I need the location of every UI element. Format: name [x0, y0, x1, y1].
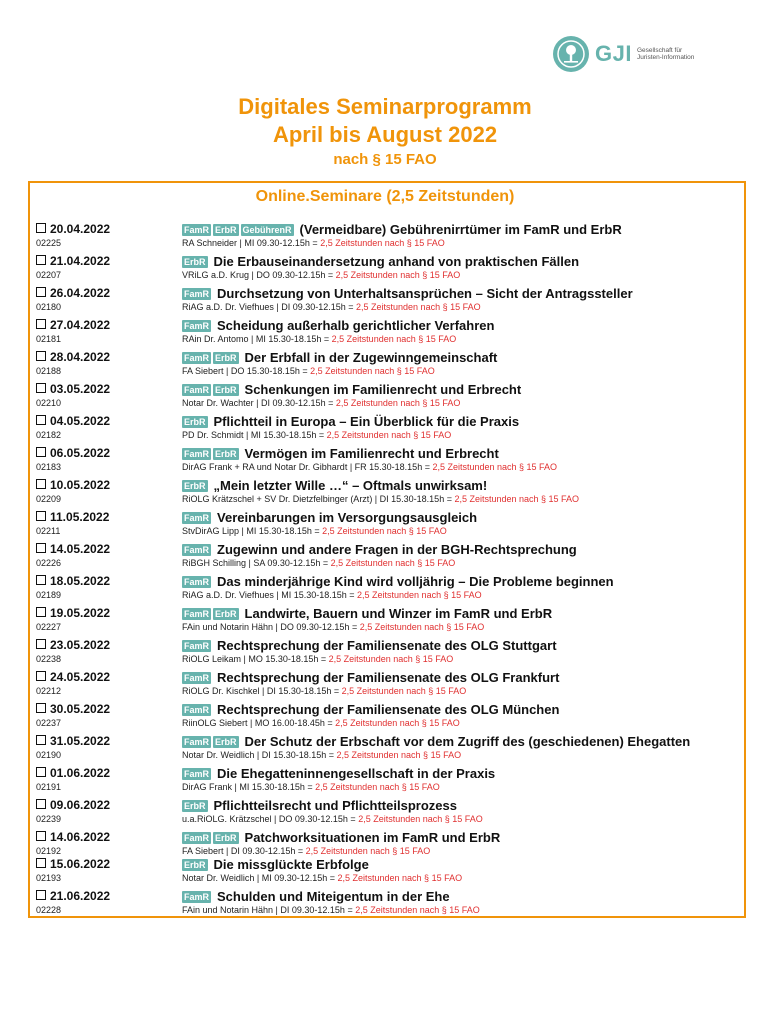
topic-badge: FamR	[184, 673, 210, 683]
hours-note: 2,5 Zeitstunden nach § 15 FAO	[454, 494, 580, 504]
seminar-date	[36, 318, 110, 332]
seminar-title-line	[182, 350, 497, 365]
seminar-detail	[182, 494, 579, 504]
seminar-date	[36, 446, 110, 460]
checkbox[interactable]	[36, 447, 46, 457]
topic-badge: FamR	[184, 737, 210, 747]
hours-note: 2,5 Zeitstunden nach § 15 FAO	[336, 750, 462, 760]
topic-badge: FamR	[184, 892, 210, 902]
page-note: nach § 15 FAO	[333, 151, 437, 168]
seminar-code: 02226	[36, 558, 62, 568]
seminar-date	[36, 510, 109, 524]
seminar-row	[36, 446, 746, 476]
speaker-time: FA Siebert | DI 09.30-12.15h =	[182, 846, 306, 856]
seminar-date	[36, 414, 110, 428]
speaker-time: DirAG Frank + RA und Notar Dr. Gibhardt | FR 15.30-18.15h =	[182, 462, 433, 472]
seminar-row	[36, 478, 746, 508]
date-text: 18.05.2022	[50, 574, 111, 588]
seminar-detail	[182, 718, 460, 728]
topic-badge: FamR	[184, 833, 210, 843]
seminar-date	[36, 222, 110, 236]
seminar-code: 02183	[36, 462, 62, 472]
checkbox[interactable]	[36, 383, 46, 393]
seminar-code: 02209	[36, 494, 62, 504]
seminar-code: 02188	[36, 366, 62, 376]
hours-note: 2,5 Zeitstunden nach § 15 FAO	[335, 718, 460, 728]
seminar-code: 02207	[36, 270, 62, 280]
seminar-title[interactable]: Pflichtteil in Europa – Ein Überblick für die Praxis	[213, 414, 520, 429]
seminar-title-line	[182, 478, 487, 493]
hours-note: 2,5 Zeitstunden nach § 15 FAO	[322, 526, 447, 536]
seminar-code: 02210	[36, 398, 62, 408]
checkbox[interactable]	[36, 575, 46, 585]
seminar-title[interactable]: Patchworksituationen im FamR und ErbR	[244, 830, 501, 845]
seminar-detail	[182, 750, 461, 760]
date-text: 14.05.2022	[50, 542, 111, 556]
speaker-time: PD Dr. Schmidt | MI 15.30-18.15h =	[182, 430, 327, 440]
seminar-title[interactable]: Die Ehegatteninnengesellschaft in der Praxis	[217, 766, 496, 781]
seminar-detail	[182, 366, 435, 376]
seminar-detail	[182, 334, 456, 344]
logo-mark: GJI	[595, 41, 632, 66]
hours-note: 2,5 Zeitstunden nach § 15 FAO	[328, 654, 454, 664]
page-title: Digitales Seminarprogramm	[238, 94, 532, 119]
seminar-row	[36, 766, 746, 796]
date-text: 15.06.2022	[50, 857, 111, 871]
hours-note: 2,5 Zeitstunden nach § 15 FAO	[305, 846, 431, 856]
date-text: 26.04.2022	[50, 286, 111, 300]
checkbox[interactable]	[36, 799, 46, 809]
speaker-time: u.a.RiOLG. Krätzschel | DO 09.30-12.15h =	[182, 814, 359, 824]
speaker-time: StvDirAG Lipp | MI 15.30-18.15h =	[182, 526, 323, 536]
speaker-time: RiAG a.D. Dr. Viefhues | DI 09.30-12.15h =	[182, 302, 357, 312]
hours-note: 2,5 Zeitstunden nach § 15 FAO	[355, 905, 480, 915]
checkbox[interactable]	[36, 639, 46, 649]
seminar-code: 02182	[36, 430, 62, 440]
hours-note: 2,5 Zeitstunden nach § 15 FAO	[315, 782, 440, 792]
date-text: 20.04.2022	[50, 222, 111, 236]
speaker-time: Notar Dr. Weidlich | MI 09.30-12.15h =	[182, 873, 338, 883]
seminar-title-line	[182, 254, 579, 269]
date-text: 30.05.2022	[50, 702, 111, 716]
date-text: 01.06.2022	[50, 766, 111, 780]
speaker-time: DirAG Frank | MI 15.30-18.15h =	[182, 782, 316, 792]
seminar-title-line	[182, 510, 477, 525]
date-text: 24.05.2022	[50, 670, 111, 684]
seminar-detail	[182, 686, 466, 696]
seminar-date	[36, 542, 110, 556]
seminar-detail	[182, 782, 440, 792]
checkbox[interactable]	[36, 223, 46, 233]
seminar-title[interactable]: Schulden und Miteigentum in der Ehe	[217, 889, 450, 904]
seminar-code: 02227	[36, 622, 62, 632]
seminar-title-line	[182, 606, 552, 621]
seminar-title[interactable]: Vereinbarungen im Versorgungsausgleich	[217, 510, 478, 525]
checkbox[interactable]	[36, 415, 46, 425]
seminar-date	[36, 350, 110, 364]
checkbox[interactable]	[36, 831, 46, 841]
date-text: 23.05.2022	[50, 638, 111, 652]
topic-badge: ErbR	[215, 385, 237, 395]
seminar-date	[36, 857, 110, 871]
checkbox[interactable]	[36, 511, 46, 521]
checkbox[interactable]	[36, 735, 46, 745]
topic-badge: ErbR	[184, 801, 206, 811]
speaker-time: FA Siebert | DO 15.30-18.15h =	[182, 366, 311, 376]
seminar-code: 02212	[36, 686, 62, 696]
seminar-title-line	[182, 638, 557, 653]
seminar-detail	[182, 270, 460, 280]
hours-note: 2,5 Zeitstunden nach § 15 FAO	[337, 873, 463, 883]
seminar-title[interactable]: Scheidung außerhalb gerichtlicher Verfahren	[217, 318, 495, 333]
seminar-title-line	[182, 286, 633, 301]
seminar-title-line	[182, 542, 577, 557]
hours-note: 2,5 Zeitstunden nach § 15 FAO	[330, 558, 456, 568]
logo-subtitle: Gesellschaft für Juristen-Information	[636, 47, 695, 61]
topic-badge: FamR	[184, 609, 210, 619]
speaker-time: RiOLG Dr. Kischkel | DI 15.30-18.15h =	[182, 686, 342, 696]
seminar-title-line	[182, 798, 457, 813]
seminar-title-line	[182, 318, 494, 333]
seminar-date	[36, 638, 110, 652]
speaker-time: RiOLG Leikam | MO 15.30-18.15h =	[182, 654, 329, 664]
seminar-title[interactable]: Rechtsprechung der Familiensenate des OLG Stuttgart	[217, 638, 557, 653]
seminar-detail	[182, 654, 453, 664]
hours-note: 2,5 Zeitstunden nach § 15 FAO	[359, 622, 485, 632]
seminar-title-line	[182, 222, 622, 237]
topic-badge: FamR	[184, 705, 210, 715]
seminar-row	[36, 798, 746, 828]
seminar-date	[36, 766, 110, 780]
seminar-row	[36, 510, 746, 540]
seminar-title[interactable]: Die Erbauseinandersetzung anhand von praktischen Fällen	[213, 254, 580, 269]
seminar-detail	[182, 398, 460, 408]
seminar-date	[36, 286, 110, 300]
hours-note: 2,5 Zeitstunden nach § 15 FAO	[356, 302, 481, 312]
hours-note: 2,5 Zeitstunden nach § 15 FAO	[357, 590, 482, 600]
seminar-title[interactable]: „Mein letzter Wille …“ – Oftmals unwirksam!	[213, 478, 488, 493]
seminar-row	[36, 606, 746, 636]
seminar-detail	[182, 590, 482, 600]
topic-badge: FamR	[184, 641, 210, 651]
seminar-row	[36, 574, 746, 604]
seminar-date	[36, 478, 110, 492]
seminar-title[interactable]: Rechtsprechung der Familiensenate des OLG Frankfurt	[217, 670, 560, 685]
hours-note: 2,5 Zeitstunden nach § 15 FAO	[341, 686, 467, 696]
topic-badge: GebührenR	[242, 225, 292, 235]
checkbox[interactable]	[36, 767, 46, 777]
seminar-code: 02238	[36, 654, 62, 664]
topic-badge: FamR	[184, 513, 210, 523]
seminar-date	[36, 798, 110, 812]
seminar-title[interactable]: Rechtsprechung der Familiensenate des OLG München	[217, 702, 560, 717]
seminar-row	[36, 830, 746, 860]
date-text: 14.06.2022	[50, 830, 111, 844]
date-text: 04.05.2022	[50, 414, 111, 428]
speaker-time: FAin und Notarin Hähn | DO 09.30-12.15h =	[182, 622, 360, 632]
seminar-code: 02181	[36, 334, 62, 344]
seminar-title-line	[182, 857, 369, 872]
seminar-detail	[182, 238, 445, 248]
checkbox[interactable]	[36, 703, 46, 713]
seminar-date	[36, 702, 110, 716]
checkbox[interactable]	[36, 319, 46, 329]
seminar-code: 02239	[36, 814, 62, 824]
seminar-code: 02211	[36, 526, 61, 536]
date-text: 28.04.2022	[50, 350, 111, 364]
seminar-code: 02191	[36, 782, 62, 792]
seminar-row	[36, 254, 746, 284]
speaker-time: Notar Dr. Wachter | DI 09.30-12.15h =	[182, 398, 336, 408]
seminar-detail	[182, 814, 483, 824]
topic-badge: ErbR	[215, 225, 237, 235]
topic-badge: FamR	[184, 321, 210, 331]
seminar-date	[36, 734, 110, 748]
topic-badge: FamR	[184, 769, 210, 779]
seminar-title-line	[182, 414, 519, 429]
seminar-date	[36, 889, 110, 903]
hours-note: 2,5 Zeitstunden nach § 15 FAO	[335, 398, 461, 408]
seminar-title-line	[182, 734, 690, 749]
checkbox[interactable]	[36, 479, 46, 489]
speaker-time: RA Schneider | MI 09.30-12.15h =	[182, 238, 321, 248]
seminar-detail	[182, 905, 480, 915]
seminar-date	[36, 382, 110, 396]
page-subtitle: April bis August 2022	[272, 122, 498, 147]
checkbox[interactable]	[36, 287, 46, 297]
checkbox[interactable]	[36, 858, 46, 868]
seminar-detail	[182, 622, 484, 632]
topic-badge: FamR	[184, 353, 210, 363]
seminar-row	[36, 670, 746, 700]
seminar-code: 02228	[36, 905, 62, 915]
seminar-code: 02192	[36, 846, 62, 856]
seminar-row	[36, 734, 746, 764]
checkbox[interactable]	[36, 671, 46, 681]
hours-note: 2,5 Zeitstunden nach § 15 FAO	[320, 238, 445, 248]
seminar-detail	[182, 846, 430, 856]
seminar-date	[36, 574, 110, 588]
seminar-code: 02237	[36, 718, 62, 728]
seminar-row	[36, 638, 746, 668]
seminar-row	[36, 350, 746, 380]
checkbox[interactable]	[36, 890, 46, 900]
seminar-title[interactable]: Die missglückte Erbfolge	[213, 857, 369, 872]
hours-note: 2,5 Zeitstunden nach § 15 FAO	[358, 814, 483, 824]
topic-badge: FamR	[184, 577, 210, 587]
speaker-time: RiBGH Schilling | SA 09.30-12.15h =	[182, 558, 331, 568]
topic-badge: ErbR	[215, 609, 237, 619]
date-text: 06.05.2022	[50, 446, 111, 460]
box-title: Online.Seminare (2,5 Zeitstunden)	[255, 188, 515, 205]
date-text: 31.05.2022	[50, 734, 111, 748]
checkbox[interactable]	[36, 351, 46, 361]
topic-badge: FamR	[184, 225, 210, 235]
topic-badge: ErbR	[184, 257, 206, 267]
seminar-title[interactable]: Der Schutz der Erbschaft vor dem Zugriff des (geschiedenen) Ehegatten	[244, 734, 691, 749]
seminar-row	[36, 889, 746, 919]
speaker-time: RiinOLG Siebert | MO 16.00-18.45h =	[182, 718, 336, 728]
seminar-date	[36, 254, 110, 268]
seminar-row	[36, 222, 746, 252]
topic-badge: FamR	[184, 545, 210, 555]
date-text: 19.05.2022	[50, 606, 111, 620]
seminar-row	[36, 318, 746, 348]
topic-badge: ErbR	[215, 449, 237, 459]
topic-badge: ErbR	[215, 353, 237, 363]
date-text: 03.05.2022	[50, 382, 111, 396]
seminar-detail	[182, 558, 455, 568]
seminar-date	[36, 830, 110, 844]
speaker-time: RAin Dr. Antomo | MI 15.30-18.15h =	[182, 334, 332, 344]
speaker-time: VRiLG a.D. Krug | DO 09.30-12.15h =	[182, 270, 336, 280]
seminar-detail	[182, 873, 462, 883]
seminar-title[interactable]: (Vermeidbare) Gebührenirrtümer im FamR und ErbR	[299, 222, 622, 237]
seminar-code: 02225	[36, 238, 62, 248]
seminar-title[interactable]: Das minderjährige Kind wird volljährig – Die Probleme beginnen	[217, 574, 614, 589]
date-text: 09.06.2022	[50, 798, 111, 812]
seminar-title-line	[182, 702, 559, 717]
topic-badge: ErbR	[184, 417, 206, 427]
seminar-title-line	[182, 574, 614, 589]
topic-badge: ErbR	[184, 481, 206, 491]
seminar-title[interactable]: Vermögen im Familienrecht und Erbrecht	[244, 446, 499, 461]
seminar-title-line	[182, 830, 500, 845]
speaker-time: FAin und Notarin Hähn | DI 09.30-12.15h =	[182, 905, 356, 915]
seminar-title[interactable]: Durchsetzung von Unterhaltsansprüchen – Sicht der Antragssteller	[217, 286, 633, 301]
seminar-row	[36, 382, 746, 412]
checkbox[interactable]	[36, 543, 46, 553]
seminar-code: 02189	[36, 590, 62, 600]
seminar-date	[36, 606, 110, 620]
seminar-code: 02190	[36, 750, 62, 760]
seminar-row	[36, 414, 746, 444]
date-text: 21.06.2022	[50, 889, 111, 903]
speaker-time: RiOLG Krätzschel + SV Dr. Dietzfelbinger (Arzt) | DI 15.30-18.15h =	[182, 494, 455, 504]
seminar-title[interactable]: Landwirte, Bauern und Winzer im FamR und ErbR	[244, 606, 553, 621]
seminar-title-line	[182, 766, 495, 781]
speaker-time: Notar Dr. Weidlich | DI 15.30-18.15h =	[182, 750, 337, 760]
topic-badge: ErbR	[215, 737, 237, 747]
checkbox[interactable]	[36, 607, 46, 617]
date-text: 27.04.2022	[50, 318, 111, 332]
seminar-title[interactable]: Zugewinn und andere Fragen in der BGH-Rechtsprechung	[217, 542, 577, 557]
checkbox[interactable]	[36, 255, 46, 265]
topic-badge: FamR	[184, 289, 210, 299]
seminar-title-line	[182, 670, 559, 685]
tree-icon	[553, 36, 589, 72]
date-text: 10.05.2022	[50, 478, 111, 492]
hours-note: 2,5 Zeitstunden nach § 15 FAO	[335, 270, 461, 280]
seminar-row	[36, 286, 746, 316]
seminar-title-line	[182, 889, 450, 904]
topic-badge: FamR	[184, 385, 210, 395]
seminar-row	[36, 542, 746, 572]
seminar-detail	[182, 302, 481, 312]
seminar-title-line	[182, 382, 521, 397]
speaker-time: RiAG a.D. Dr. Viefhues | MI 15.30-18.15h =	[182, 590, 358, 600]
seminar-title[interactable]: Schenkungen im Familienrecht und Erbrecht	[244, 382, 522, 397]
seminar-title-line	[182, 446, 499, 461]
topic-badge: FamR	[184, 449, 210, 459]
hours-note: 2,5 Zeitstunden nach § 15 FAO	[432, 462, 558, 472]
seminar-title[interactable]: Der Erbfall in der Zugewinngemeinschaft	[244, 350, 498, 365]
seminar-row	[36, 857, 746, 887]
date-text: 11.05.2022	[50, 510, 110, 524]
seminar-code: 02193	[36, 873, 62, 883]
topic-badge: ErbR	[184, 860, 206, 870]
hours-note: 2,5 Zeitstunden nach § 15 FAO	[326, 430, 452, 440]
gji-logo	[553, 34, 697, 74]
seminar-date	[36, 670, 110, 684]
hours-note: 2,5 Zeitstunden nach § 15 FAO	[331, 334, 457, 344]
topic-badge: ErbR	[215, 833, 237, 843]
seminar-detail	[182, 462, 557, 472]
hours-note: 2,5 Zeitstunden nach § 15 FAO	[310, 366, 435, 376]
seminar-detail	[182, 430, 451, 440]
seminar-row	[36, 702, 746, 732]
seminar-detail	[182, 526, 447, 536]
seminar-code: 02180	[36, 302, 62, 312]
date-text: 21.04.2022	[50, 254, 111, 268]
seminar-title[interactable]: Pflichtteilsrecht und Pflichtteilsprozess	[213, 798, 457, 813]
